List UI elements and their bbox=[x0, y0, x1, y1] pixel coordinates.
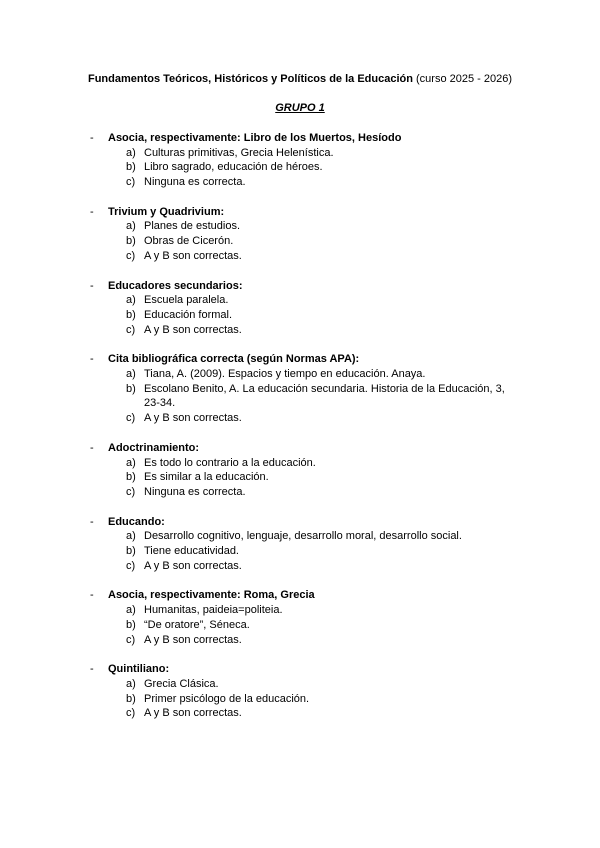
answer-option bbox=[0, 367, 600, 382]
option-letter: b) bbox=[126, 471, 136, 484]
option-letter: a) bbox=[126, 604, 136, 617]
option-text: Obras de Cicerón. bbox=[144, 235, 234, 248]
option-text: A y B son correctas. bbox=[144, 633, 242, 646]
option-text: Escuela paralela. bbox=[144, 294, 229, 307]
question-title-text: Educadores secundarios: bbox=[108, 279, 243, 292]
group-heading: GRUPO 1 bbox=[275, 102, 325, 114]
option-letter: a) bbox=[126, 368, 136, 381]
option-text: A y B son correctas. bbox=[144, 249, 242, 262]
option-letter: c) bbox=[126, 323, 136, 336]
option-letter: a) bbox=[126, 294, 136, 307]
question-title bbox=[0, 279, 600, 294]
question-title bbox=[0, 662, 600, 677]
option-letter: b) bbox=[126, 308, 136, 321]
option-text: Escolano Benito, A. La educación secundaria. Historia de la Educación, 3, 23-34. bbox=[144, 382, 505, 410]
question-item bbox=[0, 441, 600, 500]
answer-option bbox=[0, 249, 600, 264]
question-title bbox=[0, 131, 600, 146]
option-letter: b) bbox=[126, 235, 136, 248]
bullet-marker: - bbox=[90, 663, 94, 676]
answer-option bbox=[0, 706, 600, 721]
answer-option bbox=[0, 234, 600, 249]
question-title-text: Trivium y Quadrivium: bbox=[108, 205, 225, 218]
answer-option bbox=[0, 633, 600, 648]
option-text: Planes de estudios. bbox=[144, 220, 241, 233]
question-item bbox=[0, 588, 600, 647]
document-subtitle: (curso 2025 - 2026) bbox=[412, 73, 513, 85]
bullet-marker: - bbox=[90, 441, 94, 454]
question-list bbox=[0, 131, 600, 736]
option-text: A y B son correctas. bbox=[144, 323, 242, 336]
answer-option bbox=[0, 382, 600, 411]
option-text: Libro sagrado, educación de héroes. bbox=[144, 161, 323, 174]
bullet-marker: - bbox=[90, 589, 94, 602]
option-letter: a) bbox=[126, 220, 136, 233]
answer-option bbox=[0, 692, 600, 707]
option-letter: c) bbox=[126, 176, 136, 189]
option-letter: b) bbox=[126, 382, 136, 395]
option-text: A y B son correctas. bbox=[144, 707, 242, 720]
question-item bbox=[0, 205, 600, 264]
question-title-text: Adoctrinamiento: bbox=[108, 441, 200, 454]
bullet-marker: - bbox=[90, 515, 94, 528]
option-letter: c) bbox=[126, 249, 136, 262]
option-text: “De oratore”, Séneca. bbox=[144, 618, 250, 631]
option-text: Tiana, A. (2009). Espacios y tiempo en educación. Anaya. bbox=[144, 368, 426, 381]
option-text: Es todo lo contrario a la educación. bbox=[144, 456, 316, 469]
answer-option bbox=[0, 411, 600, 426]
option-text: Humanitas, paideia=politeia. bbox=[144, 604, 283, 617]
option-letter: a) bbox=[126, 530, 136, 543]
answer-option bbox=[0, 470, 600, 485]
option-letter: a) bbox=[126, 146, 136, 159]
answer-option bbox=[0, 603, 600, 618]
answer-option bbox=[0, 618, 600, 633]
question-title-text: Asocia, respectivamente: Libro de los Muertos, Hesíodo bbox=[108, 132, 402, 144]
question-title bbox=[0, 588, 600, 603]
option-text: A y B son correctas. bbox=[144, 412, 242, 425]
bullet-marker: - bbox=[90, 205, 94, 218]
option-text: Primer psicólogo de la educación. bbox=[144, 692, 310, 705]
answer-option bbox=[0, 308, 600, 323]
option-text: A y B son correctas. bbox=[144, 559, 242, 572]
answer-option bbox=[0, 485, 600, 500]
option-text: Tiene educatividad. bbox=[144, 545, 239, 558]
answer-option bbox=[0, 323, 600, 338]
answer-option bbox=[0, 544, 600, 559]
document-header bbox=[0, 73, 600, 86]
question-title-text: Quintiliano: bbox=[108, 663, 170, 676]
document-title: Fundamentos Teóricos, Históricos y Políticos de la Educación bbox=[87, 73, 413, 85]
answer-option bbox=[0, 146, 600, 161]
question-title bbox=[0, 352, 600, 367]
question-item bbox=[0, 352, 600, 426]
option-letter: a) bbox=[126, 677, 136, 690]
question-title bbox=[0, 515, 600, 530]
option-letter: c) bbox=[126, 707, 136, 720]
answer-option bbox=[0, 175, 600, 190]
option-letter: c) bbox=[126, 412, 136, 425]
question-title-text: Asocia, respectivamente: Roma, Grecia bbox=[108, 589, 315, 602]
answer-option bbox=[0, 456, 600, 471]
option-letter: b) bbox=[126, 692, 136, 705]
answer-option bbox=[0, 160, 600, 175]
bullet-marker: - bbox=[90, 279, 94, 292]
option-letter: b) bbox=[126, 545, 136, 558]
answer-option bbox=[0, 559, 600, 574]
option-text: Educación formal. bbox=[144, 308, 233, 321]
option-letter: b) bbox=[126, 161, 136, 174]
question-title bbox=[0, 441, 600, 456]
answer-option bbox=[0, 293, 600, 308]
option-text: Ninguna es correcta. bbox=[144, 485, 246, 498]
answer-option bbox=[0, 677, 600, 692]
option-letter: c) bbox=[126, 633, 136, 646]
bullet-marker: - bbox=[90, 132, 94, 144]
question-title-text: Cita bibliográfica correcta (según Normas APA): bbox=[108, 353, 360, 366]
option-letter: a) bbox=[126, 456, 136, 469]
option-text: Desarrollo cognitivo, lenguaje, desarrollo moral, desarrollo social. bbox=[144, 530, 462, 543]
answer-option bbox=[0, 219, 600, 234]
option-text: Es similar a la educación. bbox=[144, 471, 269, 484]
option-letter: c) bbox=[126, 485, 136, 498]
question-title bbox=[0, 205, 600, 220]
answer-option bbox=[0, 529, 600, 544]
bullet-marker: - bbox=[90, 353, 94, 366]
question-item bbox=[0, 515, 600, 574]
option-letter: b) bbox=[126, 618, 136, 631]
question-item bbox=[0, 131, 600, 190]
option-text: Grecia Clásica. bbox=[144, 677, 219, 690]
option-text: Culturas primitivas, Grecia Helenística. bbox=[144, 146, 334, 159]
question-item bbox=[0, 279, 600, 338]
question-title-text: Educando: bbox=[108, 515, 165, 528]
option-text: Ninguna es correcta. bbox=[144, 176, 246, 189]
option-letter: c) bbox=[126, 559, 136, 572]
question-item bbox=[0, 662, 600, 721]
